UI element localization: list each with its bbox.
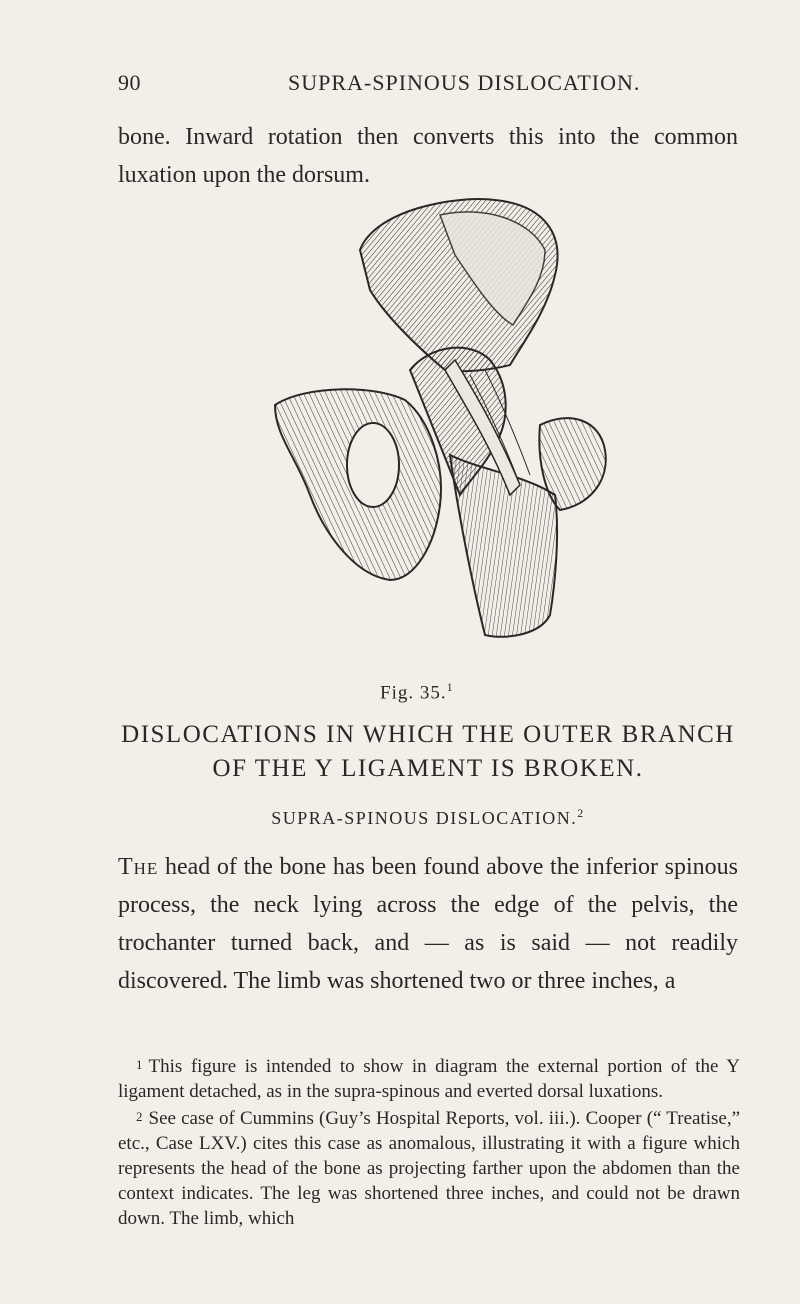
intro-paragraph: bone. Inward rotation then converts this into the common luxation upon the dorsum.: [118, 124, 738, 188]
section-title-line-1: DISLOCATIONS IN WHICH THE OUTER BRANCH: [121, 721, 735, 748]
femur-shaft: [450, 455, 557, 637]
body-paragraph: [118, 848, 738, 1000]
footnote-text: This figure is intended to show in diagram the external portion of the Y ligament detached, as in the supra-spinous and everted dorsal luxations.: [118, 1056, 740, 1102]
figure-footnote-ref: 1: [446, 680, 454, 694]
footnote-number: 2: [136, 1109, 143, 1124]
hip-engraving-drawing: [255, 195, 625, 665]
page-number: 90: [118, 70, 141, 95]
paragraph-text: head of the bone has been found above the inferior spinous process, the neck lying across the edge of the pelvis, the trochanter turned back, and — as is said — not readily discovered. The limb was shortened two or three inches, a: [118, 854, 738, 994]
subtitle-footnote-ref: 2: [577, 806, 585, 820]
footnote: [118, 1052, 740, 1104]
footnotes: [118, 1052, 740, 1231]
section-title-line-2: OF THE Y LIGAMENT IS BROKEN.: [212, 755, 644, 782]
footnote-text: See case of Cummins (Guy’s Hospital Reports, vol. iii.). Cooper (“ Treatise,” etc., Case LXV.) cites this case as anomalous, illustrating it with a figure which represents the head of the bone as projecting farther upon the abdomen than the context indicates. The leg was shortened three inches, and could not be drawn down. The limb, which: [118, 1108, 740, 1229]
figure-caption: Fig. 35.$^1$: [380, 680, 454, 704]
section-subtitle: SUPRA-SPINOUS DISLOCATION.$^2$: [271, 806, 585, 828]
paragraph-lead-word: The: [118, 854, 159, 880]
hip-joint-illustration: [255, 195, 625, 665]
obturator-foramen: [347, 423, 399, 507]
running-title: SUPRA-SPINOUS DISLOCATION.: [288, 70, 641, 95]
footnote: [118, 1104, 740, 1231]
footnote-number: 1: [136, 1057, 143, 1072]
